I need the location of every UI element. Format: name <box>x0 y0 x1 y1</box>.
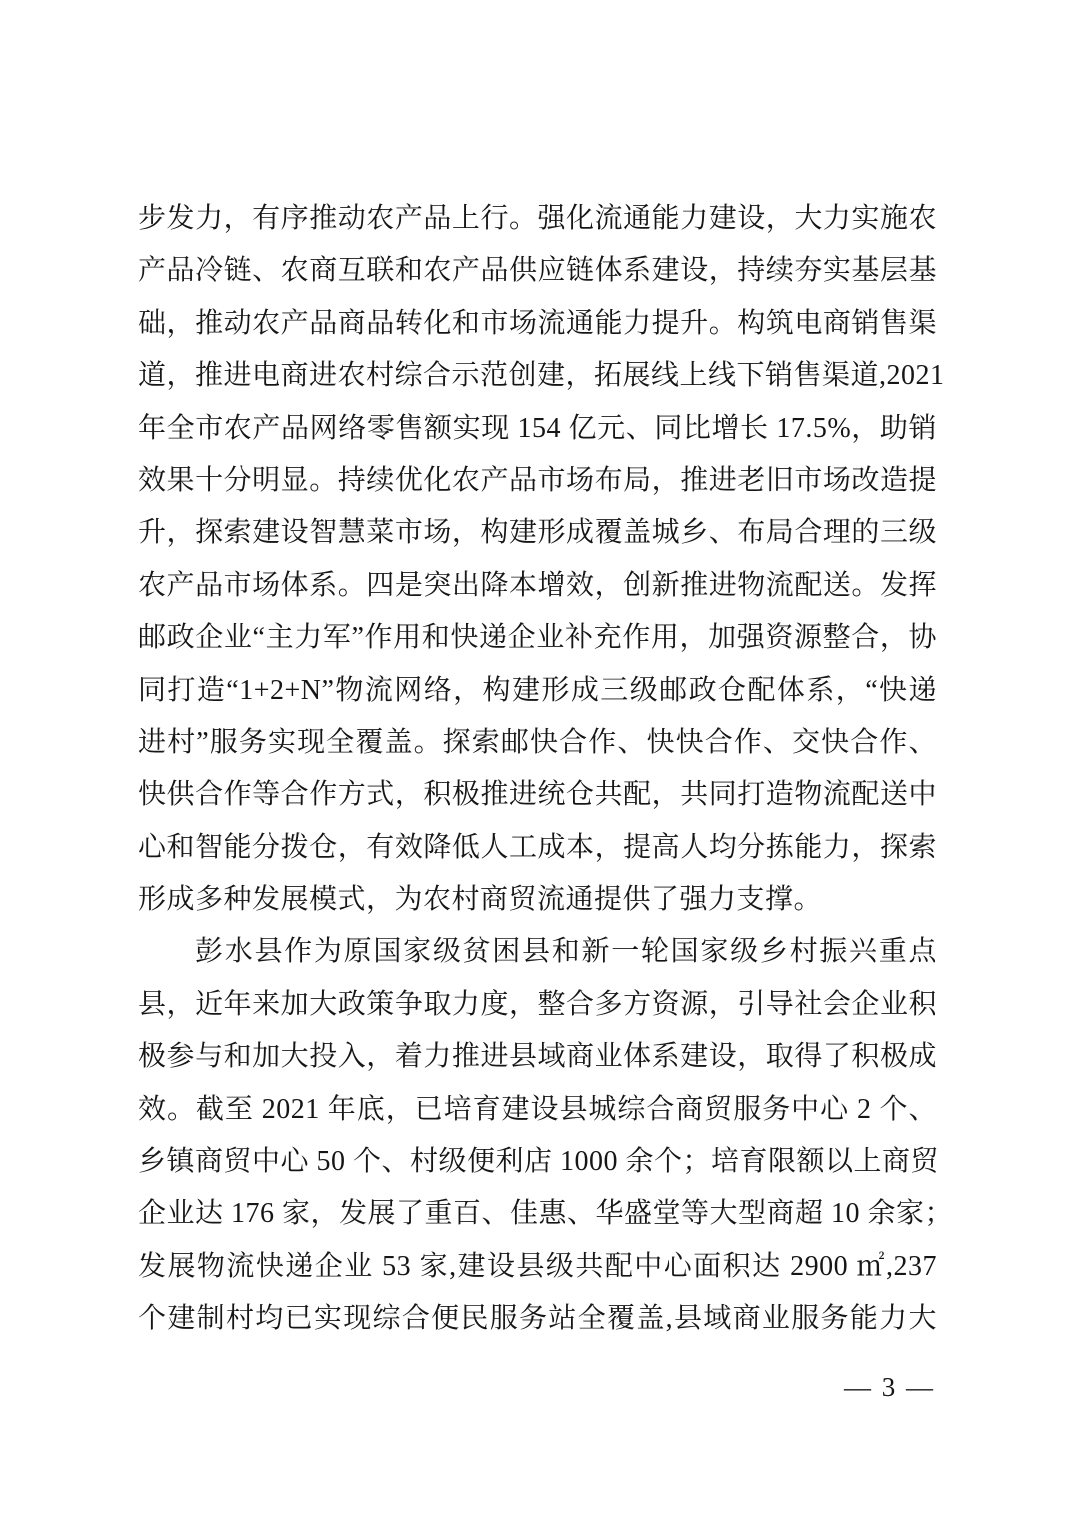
body-line: 农产品市场体系。四是突出降本增效，创新推进物流配送。发挥 <box>138 569 937 601</box>
body-line: 形成多种发展模式，为农村商贸流通提供了强力支撑。 <box>138 884 823 916</box>
body-line: 升，探索建设智慧菜市场，构建形成覆盖城乡、布局合理的三级 <box>138 517 937 549</box>
body-line: 进村”服务实现全覆盖。探索邮快合作、快快合作、交快合作、 <box>138 726 937 758</box>
page-number: — 3 — <box>844 1372 935 1402</box>
body-line: 个建制村均已实现综合便民服务站全覆盖,县域商业服务能力大 <box>138 1303 937 1335</box>
body-line: 产品冷链、农商互联和农产品供应链体系建设，持续夯实基层基 <box>138 255 937 287</box>
body-line: 乡镇商贸中心 50 个、村级便利店 1000 余个；培育限额以上商贸 <box>138 1146 940 1178</box>
body-line: 彭水县作为原国家级贫困县和新一轮国家级乡村振兴重点 <box>195 936 937 968</box>
body-line: 效。截至 2021 年底，已培育建设县城综合商贸服务中心 2 个、 <box>138 1093 937 1125</box>
body-line: 步发力，有序推动农产品上行。强化流通能力建设，大力实施农 <box>138 203 937 234</box>
body-line: 础，推动农产品商品转化和市场流通能力提升。构筑电商销售渠 <box>138 307 937 339</box>
body-line: 心和智能分拨仓，有效降低人工成本，提高人均分拣能力，探索 <box>138 831 937 863</box>
body-line: 企业达 176 家，发展了重百、佳惠、华盛堂等大型商超 10 余家； <box>138 1198 954 1230</box>
body-line: 发展物流快递企业 53 家,建设县级共配中心面积达 2900 ㎡,237 <box>138 1250 937 1282</box>
body-line: 邮政企业“主力军”作用和快递企业补充作用，加强资源整合，协 <box>138 622 937 654</box>
paragraph-pengshui <box>138 926 954 1345</box>
document-body <box>138 193 954 1346</box>
body-line: 同打造“1+2+N”物流网络，构建形成三级邮政仓配体系，“快递 <box>138 674 937 706</box>
body-line: 极参与和加大投入，着力推进县域商业体系建设，取得了积极成 <box>138 1041 937 1073</box>
paragraph-continued <box>138 193 945 926</box>
body-line: 道，推进电商进农村综合示范创建，拓展线上线下销售渠道,2021 <box>138 360 945 392</box>
body-line: 年全市农产品网络零售额实现 154 亿元、同比增长 17.5%，助销 <box>138 412 937 444</box>
body-line: 效果十分明显。持续优化农产品市场布局，推进老旧市场改造提 <box>138 464 937 496</box>
body-line: 县，近年来加大政策争取力度，整合多方资源，引导社会企业积 <box>138 988 937 1020</box>
body-line: 快供合作等合作方式，积极推进统仓共配，共同打造物流配送中 <box>138 779 937 811</box>
